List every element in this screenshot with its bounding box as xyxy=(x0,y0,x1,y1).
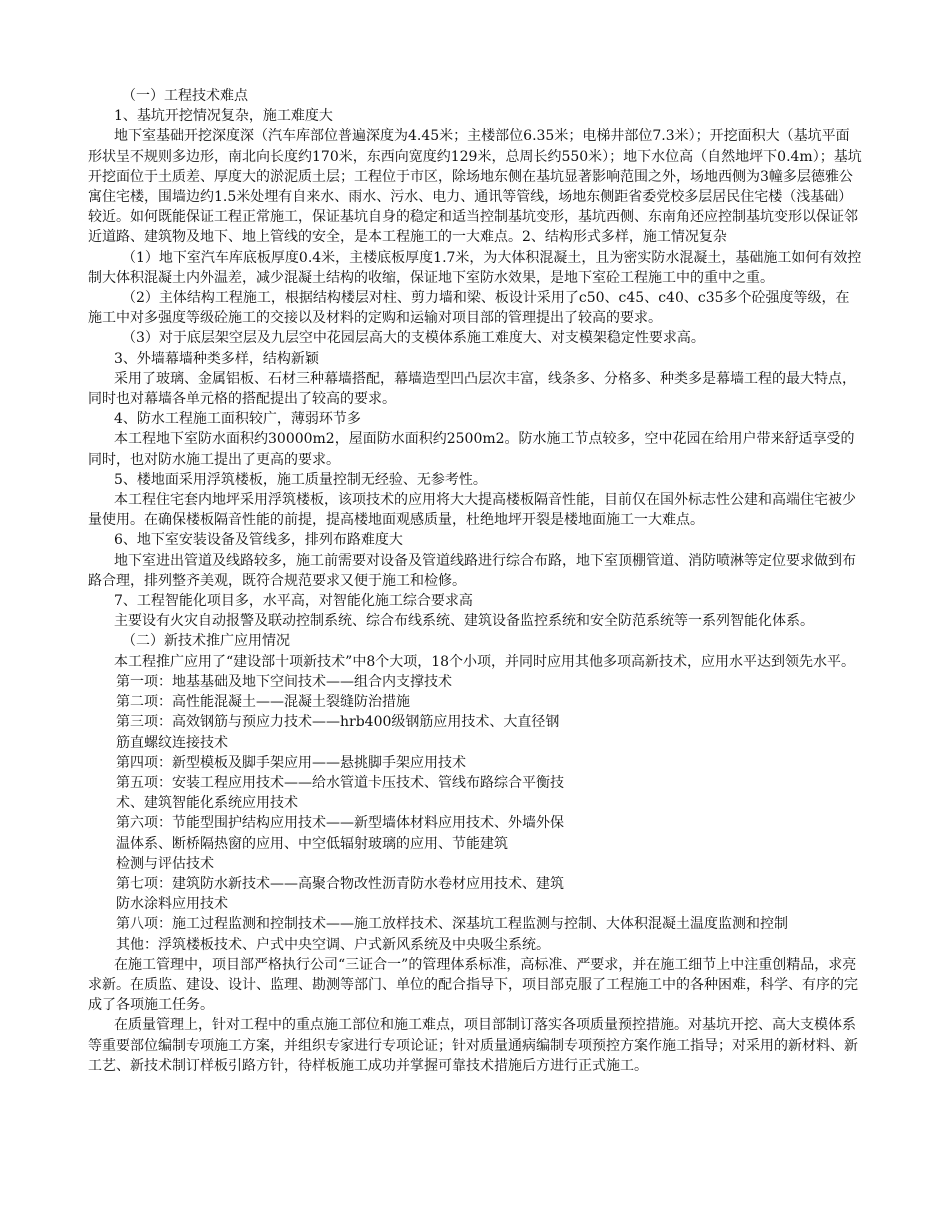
list-item: 第二项：高性能混凝土——混凝土裂缝防治措施 xyxy=(116,694,410,711)
paragraph: 本工程住宅套内地坪采用浮筑楼板，该项技术的应用将大大提高楼板隔音性能，目前仅在国外标志性公建和高端住宅被少量使用。在确保楼板隔音性能的前提，提高楼地面观感质量，杜绝地坪开裂是楼地面施工一大难点。 xyxy=(88,492,856,529)
subheading: 5、楼地面采用浮筑楼板，施工质量控制无经验、无参考性。 xyxy=(114,471,487,488)
list-item: 术、建筑智能化系统应用技术 xyxy=(116,795,298,812)
list-item: 第五项：安装工程应用技术——给水管道卡压技术、管线布路综合平衡技 xyxy=(116,774,564,791)
subheading: 4、防水工程施工面积较广，薄弱环节多 xyxy=(114,411,361,428)
paragraph: 本工程地下室防水面积约30000m2，屋面防水面积约2500m2。防水施工节点较多，空中花园在给用户带来舒适享受的同时，也对防水施工提出了更高的要求。 xyxy=(88,431,855,468)
section-heading: （二）新技术推广应用情况 xyxy=(122,633,290,650)
paragraph: （1）地下室汽车库底板厚度0.4米，主楼底板厚度1.7米，为大体积混凝土，且为密实防水混凝土，基础施工如何有效控制大体积混凝土内外温差，减少混凝土结构的收缩，保证地下室防水效果，是地下室砼工程施工中的重中之重。 xyxy=(88,249,862,286)
list-item: 第四项：新型模板及脚手架应用——悬挑脚手架应用技术 xyxy=(116,754,466,771)
subheading: 1、基坑开挖情况复杂，施工难度大 xyxy=(114,108,333,125)
paragraph: 在施工管理中，项目部严格执行公司“三证合一”的管理体系标准，高标准、严要求，并在施工细节上中注重创精品，求亮求新。在质监、建设、设计、监理、勘测等部门、单位的配合指导下，项目部克服了工程施工中的各种困难，科学、有序的完成了各项施工任务。 xyxy=(88,956,858,1014)
list-item: 第八项：施工过程监测和控制技术——施工放样技术、深基坑工程监测与控制、大体积混凝土温度监测和控制 xyxy=(116,916,788,933)
list-item: 检测与评估技术 xyxy=(116,855,214,872)
list-item: 其他：浮筑楼板技术、户式中央空调、户式新风系统及中央吸尘系统。 xyxy=(116,936,550,953)
paragraph: 在质量管理上，针对工程中的重点施工部位和施工难点，项目部制订落实各项质量预控措施。对基坑开挖、高大支模体系等重要部位编制专项施工方案，并组织专家进行专项论证；针对质量通病编制专项预控方案作施工指导；对采用的新材料、新工艺、新技术制订样板引路方针，待样板施工成功并掌握可靠技术措施后方进行正式施工。 xyxy=(88,1017,858,1074)
paragraph: （2）主体结构工程施工，根据结构楼层对柱、剪力墙和梁、板设计采用了c50、c45、c40、c35多个砼强度等级，在施工中对多强度等级砼施工的交接以及材料的定购和运输对项目部的管理提出了较高的要求。 xyxy=(88,290,850,327)
subheading: 6、地下室安装设备及管线多，排列布路难度大 xyxy=(114,532,403,549)
subheading: 7、工程智能化项目多，水平高，对智能化施工综合要求高 xyxy=(114,593,473,610)
paragraph: 地下室基础开挖深度深（汽车库部位普遍深度为4.45米；主楼部位6.35米；电梯井部位7.3米）；开挖面积大（基坑平面形状呈不规则多边形，南北向长度约170米，东西向宽度约129米，总周长约550米）；地下水位高（自然地坪下0.4m）；基坑开挖面位于土质差、厚度大的淤泥质土层；工程位于市区，除场地东侧在基坑显著影响范围之外，场地西侧为3幢多层德雅公寓住宅楼，围墙边约1.5米处埋有自来水、雨水、污水、电力、通讯等管线，场地东侧距省委党校多层居民住宅楼（浅基础）较近。如何既能保证工程正常施工，保证基坑自身的稳定和适当控制基坑变形，基坑西侧、东南角还应控制基坑变形以保证邻近道路、建筑物及地下、地上管线的安全，是本工程施工的一大难点。2、结构形式多样，施工情况复杂 xyxy=(88,128,862,246)
paragraph: 地下室进出管道及线路较多，施工前需要对设备及管道线路进行综合布路，地下室顶棚管道、消防喷淋等定位要求做到布路合理，排列整齐美观，既符合规范要求又便于施工和检修。 xyxy=(88,552,856,589)
paragraph: 主要设有火灾自动报警及联动控制系统、综合布线系统、建筑设备监控系统和安全防范系统等一系列智能化体系。 xyxy=(114,613,814,630)
document-page xyxy=(88,86,863,1076)
list-item: 第六项：节能型围护结构应用技术——新型墙体材料应用技术、外墙外保 xyxy=(116,815,564,832)
subheading: 3、外墙幕墙种类多样，结构新颖 xyxy=(114,350,319,367)
paragraph: 本工程推广应用了“建设部十项新技术”中8个大项，18个小项，并同时应用其他多项高新技术，应用水平达到领先水平。 xyxy=(114,653,856,670)
paragraph: 采用了玻璃、金属铝板、石材三种幕墙搭配，幕墙造型凹凸层次丰富，线条多、分格多、种类多是幕墙工程的最大特点，同时也对幕墙各单元格的搭配提出了较高的要求。 xyxy=(88,370,856,408)
list-item: 防水涂料应用技术 xyxy=(116,896,228,913)
list-item: 筋直螺纹连接技术 xyxy=(116,734,228,751)
list-item: 温体系、断桥隔热窗的应用、中空低辐射玻璃的应用、节能建筑 xyxy=(116,835,508,852)
list-item: 第一项：地基基础及地下空间技术——组合内支撑技术 xyxy=(116,673,452,690)
section-heading: （一）工程技术难点 xyxy=(122,88,248,104)
list-item: 第三项：高效钢筋与预应力技术——hrb400级钢筋应用技术、大直径钢 xyxy=(116,714,560,731)
list-item: 第七项：建筑防水新技术——高聚合物改性沥青防水卷材应用技术、建筑 xyxy=(116,875,564,892)
paragraph: （3）对于底层架空层及九层空中花园层高大的支模体系施工难度大、对支模架稳定性要求高。 xyxy=(122,330,705,347)
